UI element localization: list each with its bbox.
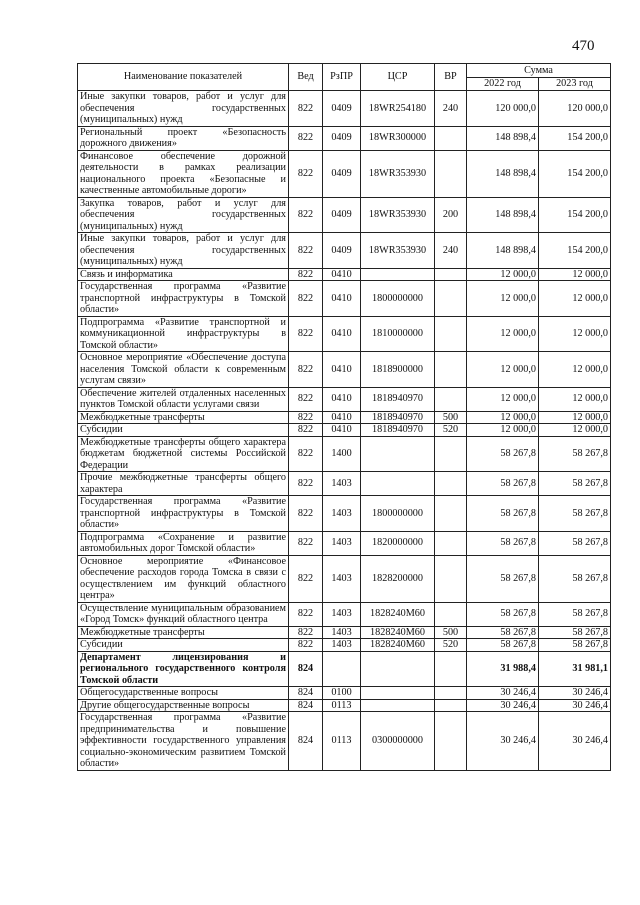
cell-csr: 1828240М60 xyxy=(361,602,435,626)
cell-s2022: 30 246,4 xyxy=(467,687,539,700)
table-row xyxy=(78,626,611,639)
cell-s2023: 12 000,0 xyxy=(539,316,611,352)
table-row xyxy=(78,424,611,437)
cell-ved: 824 xyxy=(289,699,323,712)
cell-ved: 822 xyxy=(289,281,323,317)
cell-s2022: 58 267,8 xyxy=(467,436,539,472)
cell-vr xyxy=(435,687,467,700)
header-csr: ЦСР xyxy=(361,64,435,91)
table-row xyxy=(78,651,611,687)
cell-ved: 822 xyxy=(289,352,323,388)
cell-name: Межбюджетные трансферты общего характера бюджетам бюджетной системы Российской Федерации xyxy=(78,436,289,472)
cell-vr xyxy=(435,126,467,150)
table-row xyxy=(78,150,611,197)
cell-s2023: 154 200,0 xyxy=(539,233,611,269)
cell-vr: 520 xyxy=(435,639,467,652)
cell-s2022: 12 000,0 xyxy=(467,316,539,352)
cell-name: Региональный проект «Безопасность дорожного движения» xyxy=(78,126,289,150)
cell-name: Подпрограмма «Сохранение и развитие автомобильных дорог Томской области» xyxy=(78,531,289,555)
cell-rzpr: 0410 xyxy=(323,411,361,424)
cell-csr: 18WR353930 xyxy=(361,233,435,269)
cell-s2023: 58 267,8 xyxy=(539,626,611,639)
cell-s2023: 58 267,8 xyxy=(539,531,611,555)
cell-csr: 1810000000 xyxy=(361,316,435,352)
cell-s2023: 58 267,8 xyxy=(539,555,611,602)
cell-ved: 824 xyxy=(289,712,323,771)
cell-rzpr: 0410 xyxy=(323,352,361,388)
cell-s2023: 120 000,0 xyxy=(539,91,611,127)
table-row xyxy=(78,639,611,652)
table-row xyxy=(78,687,611,700)
cell-s2023: 12 000,0 xyxy=(539,281,611,317)
cell-rzpr: 1403 xyxy=(323,496,361,532)
cell-vr xyxy=(435,712,467,771)
cell-csr xyxy=(361,651,435,687)
cell-ved: 822 xyxy=(289,496,323,532)
cell-ved: 822 xyxy=(289,472,323,496)
cell-vr xyxy=(435,316,467,352)
cell-vr: 200 xyxy=(435,197,467,233)
cell-csr: 1828240М60 xyxy=(361,639,435,652)
cell-csr: 1818940970 xyxy=(361,387,435,411)
cell-name: Подпрограмма «Развитие транспортной и коммуникационной инфраструктуры в Томской области» xyxy=(78,316,289,352)
cell-rzpr: 0409 xyxy=(323,126,361,150)
cell-name: Осуществление муниципальным образованием «Город Томск» функций областного центра xyxy=(78,602,289,626)
cell-s2023: 30 246,4 xyxy=(539,712,611,771)
cell-s2023: 12 000,0 xyxy=(539,352,611,388)
cell-rzpr: 0409 xyxy=(323,233,361,269)
cell-csr: 1828200000 xyxy=(361,555,435,602)
cell-s2023: 58 267,8 xyxy=(539,639,611,652)
cell-csr: 18WR254180 xyxy=(361,91,435,127)
table-row xyxy=(78,316,611,352)
cell-vr xyxy=(435,555,467,602)
cell-s2023: 154 200,0 xyxy=(539,126,611,150)
cell-vr: 500 xyxy=(435,411,467,424)
cell-s2022: 58 267,8 xyxy=(467,472,539,496)
cell-name: Межбюджетные трансферты xyxy=(78,411,289,424)
cell-name: Государственная программа «Развитие транспортной инфраструктуры в Томской области» xyxy=(78,281,289,317)
table-row xyxy=(78,411,611,424)
cell-s2023: 154 200,0 xyxy=(539,150,611,197)
table-row xyxy=(78,91,611,127)
cell-s2022: 58 267,8 xyxy=(467,555,539,602)
cell-name: Другие общегосударственные вопросы xyxy=(78,699,289,712)
cell-s2023: 12 000,0 xyxy=(539,387,611,411)
cell-ved: 822 xyxy=(289,639,323,652)
cell-s2023: 58 267,8 xyxy=(539,472,611,496)
cell-rzpr: 1403 xyxy=(323,472,361,496)
table-row xyxy=(78,699,611,712)
cell-s2023: 30 246,4 xyxy=(539,687,611,700)
cell-csr xyxy=(361,687,435,700)
page-number: 470 xyxy=(572,38,595,54)
cell-csr xyxy=(361,472,435,496)
cell-s2022: 148 898,4 xyxy=(467,126,539,150)
cell-rzpr: 0409 xyxy=(323,150,361,197)
header-year-2022: 2022 год xyxy=(467,78,539,91)
cell-s2022: 12 000,0 xyxy=(467,281,539,317)
cell-ved: 822 xyxy=(289,268,323,281)
cell-name: Иные закупки товаров, работ и услуг для обеспечения государственных (муниципальных) нужд xyxy=(78,91,289,127)
cell-csr xyxy=(361,268,435,281)
cell-s2022: 148 898,4 xyxy=(467,197,539,233)
cell-name: Государственная программа «Развитие транспортной инфраструктуры в Томской области» xyxy=(78,496,289,532)
table-row xyxy=(78,197,611,233)
cell-rzpr: 1403 xyxy=(323,602,361,626)
table-row xyxy=(78,712,611,771)
cell-ved: 822 xyxy=(289,411,323,424)
cell-vr xyxy=(435,268,467,281)
cell-ved: 822 xyxy=(289,150,323,197)
table-row xyxy=(78,555,611,602)
cell-csr: 1818940970 xyxy=(361,411,435,424)
cell-vr: 500 xyxy=(435,626,467,639)
header-rzpr: РзПР xyxy=(323,64,361,91)
cell-vr xyxy=(435,602,467,626)
cell-s2023: 154 200,0 xyxy=(539,197,611,233)
cell-rzpr: 0410 xyxy=(323,424,361,437)
cell-vr: 240 xyxy=(435,91,467,127)
cell-rzpr: 0410 xyxy=(323,316,361,352)
table-row xyxy=(78,268,611,281)
table-header xyxy=(78,64,611,91)
cell-s2023: 58 267,8 xyxy=(539,602,611,626)
cell-s2023: 12 000,0 xyxy=(539,411,611,424)
cell-s2022: 148 898,4 xyxy=(467,233,539,269)
table-body xyxy=(78,91,611,771)
cell-s2023: 12 000,0 xyxy=(539,268,611,281)
cell-s2022: 148 898,4 xyxy=(467,150,539,197)
cell-name: Финансовое обеспечение дорожной деятельности в рамках реализации национального проекта «Безопасные и качественные автомобильные дороги» xyxy=(78,150,289,197)
cell-name: Обеспечение жителей отдаленных населенных пунктов Томской области услугами связи xyxy=(78,387,289,411)
cell-s2023: 12 000,0 xyxy=(539,424,611,437)
cell-s2022: 58 267,8 xyxy=(467,531,539,555)
cell-vr xyxy=(435,352,467,388)
cell-s2022: 12 000,0 xyxy=(467,411,539,424)
cell-vr: 520 xyxy=(435,424,467,437)
cell-rzpr: 0409 xyxy=(323,197,361,233)
cell-vr xyxy=(435,436,467,472)
cell-vr xyxy=(435,387,467,411)
cell-rzpr: 1400 xyxy=(323,436,361,472)
table-row xyxy=(78,531,611,555)
cell-csr: 1800000000 xyxy=(361,281,435,317)
cell-csr: 18WR353930 xyxy=(361,197,435,233)
cell-rzpr xyxy=(323,651,361,687)
table-row xyxy=(78,387,611,411)
table-row xyxy=(78,472,611,496)
cell-ved: 822 xyxy=(289,602,323,626)
cell-csr xyxy=(361,436,435,472)
cell-s2022: 12 000,0 xyxy=(467,424,539,437)
cell-ved: 822 xyxy=(289,316,323,352)
cell-name: Основное мероприятие «Обеспечение доступа населения Томской области к современным услугам связи» xyxy=(78,352,289,388)
header-ved: Вед xyxy=(289,64,323,91)
cell-ved: 822 xyxy=(289,387,323,411)
cell-s2022: 120 000,0 xyxy=(467,91,539,127)
cell-ved: 822 xyxy=(289,233,323,269)
header-name: Наименование показателей xyxy=(78,64,289,91)
cell-name: Субсидии xyxy=(78,424,289,437)
cell-name: Закупка товаров, работ и услуг для обеспечения государственных (муниципальных) нужд xyxy=(78,197,289,233)
cell-s2022: 58 267,8 xyxy=(467,639,539,652)
table-row xyxy=(78,496,611,532)
cell-s2022: 58 267,8 xyxy=(467,626,539,639)
cell-name: Государственная программа «Развитие предпринимательства и повышение эффективности государственного управления социально-экономическим развитием Томской области» xyxy=(78,712,289,771)
cell-ved: 822 xyxy=(289,126,323,150)
cell-rzpr: 0410 xyxy=(323,268,361,281)
cell-vr xyxy=(435,651,467,687)
cell-name: Прочие межбюджетные трансферты общего характера xyxy=(78,472,289,496)
cell-name: Департамент лицензирования и регионального государственного контроля Томской области xyxy=(78,651,289,687)
cell-csr: 1828240М60 xyxy=(361,626,435,639)
cell-vr xyxy=(435,472,467,496)
cell-rzpr: 1403 xyxy=(323,639,361,652)
cell-vr xyxy=(435,531,467,555)
cell-csr: 18WR300000 xyxy=(361,126,435,150)
cell-ved: 822 xyxy=(289,424,323,437)
cell-csr: 1818900000 xyxy=(361,352,435,388)
cell-vr xyxy=(435,281,467,317)
budget-table xyxy=(77,63,611,771)
cell-s2022: 30 246,4 xyxy=(467,712,539,771)
cell-rzpr: 1403 xyxy=(323,626,361,639)
cell-s2023: 31 981,1 xyxy=(539,651,611,687)
cell-vr xyxy=(435,150,467,197)
cell-ved: 822 xyxy=(289,555,323,602)
table-row xyxy=(78,281,611,317)
cell-s2023: 58 267,8 xyxy=(539,436,611,472)
header-sum: Сумма xyxy=(467,64,611,78)
cell-ved: 824 xyxy=(289,651,323,687)
cell-name: Межбюджетные трансферты xyxy=(78,626,289,639)
table-row xyxy=(78,126,611,150)
cell-s2023: 58 267,8 xyxy=(539,496,611,532)
cell-ved: 824 xyxy=(289,687,323,700)
cell-name: Общегосударственные вопросы xyxy=(78,687,289,700)
cell-name: Связь и информатика xyxy=(78,268,289,281)
cell-csr xyxy=(361,699,435,712)
cell-vr xyxy=(435,496,467,532)
cell-csr: 1818940970 xyxy=(361,424,435,437)
cell-s2023: 30 246,4 xyxy=(539,699,611,712)
cell-s2022: 12 000,0 xyxy=(467,268,539,281)
cell-s2022: 31 988,4 xyxy=(467,651,539,687)
cell-name: Иные закупки товаров, работ и услуг для обеспечения государственных (муниципальных) нужд xyxy=(78,233,289,269)
cell-s2022: 30 246,4 xyxy=(467,699,539,712)
cell-name: Субсидии xyxy=(78,639,289,652)
cell-csr: 1800000000 xyxy=(361,496,435,532)
cell-vr: 240 xyxy=(435,233,467,269)
table-row xyxy=(78,233,611,269)
cell-csr: 0300000000 xyxy=(361,712,435,771)
cell-s2022: 58 267,8 xyxy=(467,496,539,532)
cell-ved: 822 xyxy=(289,197,323,233)
cell-rzpr: 0409 xyxy=(323,91,361,127)
cell-csr: 1820000000 xyxy=(361,531,435,555)
cell-ved: 822 xyxy=(289,531,323,555)
cell-rzpr: 1403 xyxy=(323,531,361,555)
cell-name: Основное мероприятие «Финансовое обеспечение расходов города Томска в связи с осуществлением им функций областного центра» xyxy=(78,555,289,602)
cell-ved: 822 xyxy=(289,626,323,639)
cell-rzpr: 0113 xyxy=(323,712,361,771)
cell-rzpr: 0410 xyxy=(323,281,361,317)
cell-ved: 822 xyxy=(289,436,323,472)
cell-s2022: 12 000,0 xyxy=(467,352,539,388)
table-row xyxy=(78,352,611,388)
cell-vr xyxy=(435,699,467,712)
cell-rzpr: 0410 xyxy=(323,387,361,411)
cell-csr: 18WR353930 xyxy=(361,150,435,197)
cell-s2022: 12 000,0 xyxy=(467,387,539,411)
cell-rzpr: 1403 xyxy=(323,555,361,602)
cell-s2022: 58 267,8 xyxy=(467,602,539,626)
table-row xyxy=(78,436,611,472)
header-vr: ВР xyxy=(435,64,467,91)
table-row xyxy=(78,602,611,626)
cell-rzpr: 0100 xyxy=(323,687,361,700)
cell-ved: 822 xyxy=(289,91,323,127)
cell-rzpr: 0113 xyxy=(323,699,361,712)
header-year-2023: 2023 год xyxy=(539,78,611,91)
